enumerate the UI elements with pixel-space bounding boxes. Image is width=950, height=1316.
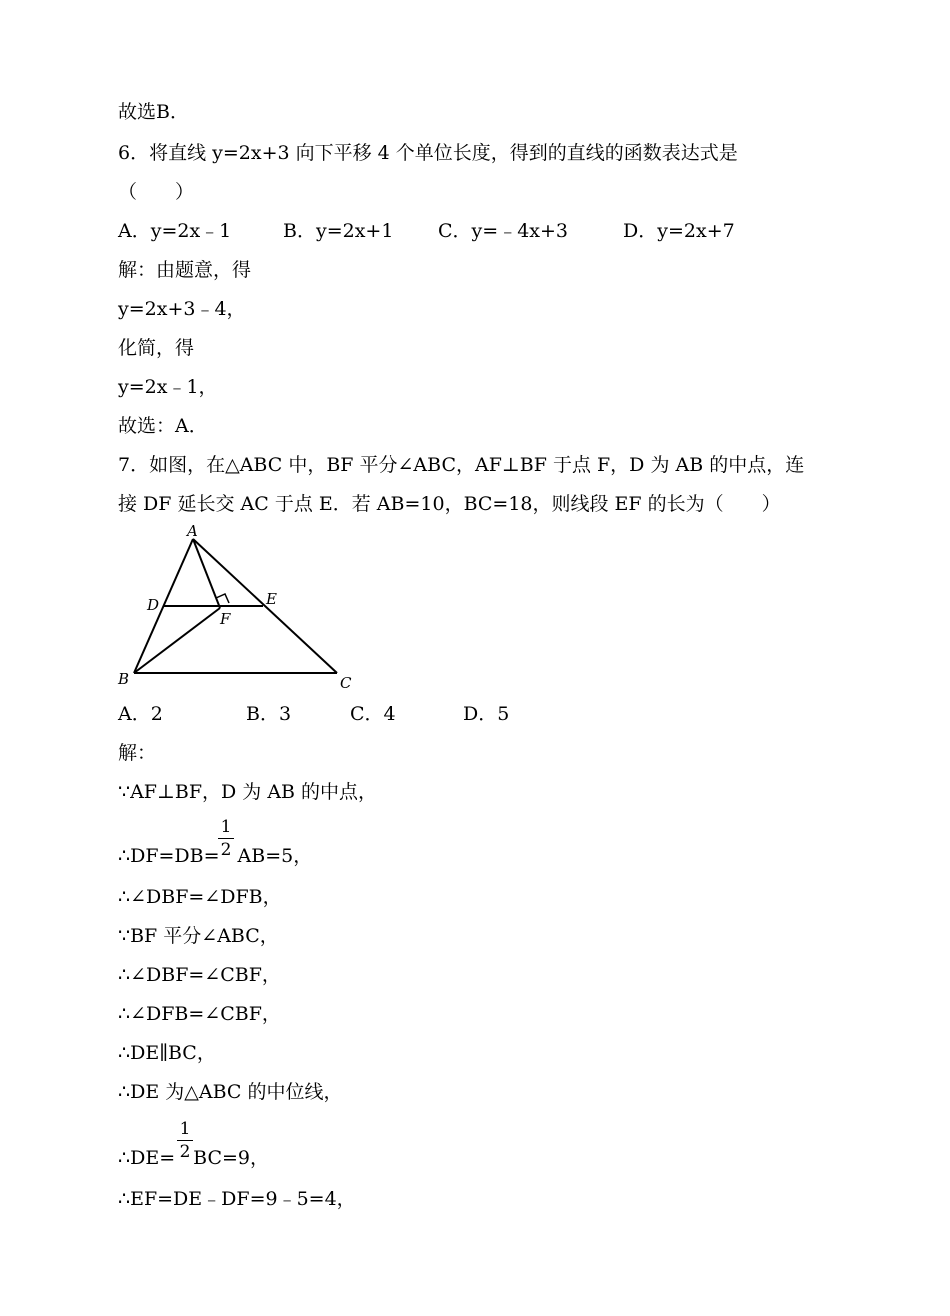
label-e: E (266, 590, 277, 608)
answer-q5: 故选B． (118, 101, 189, 123)
q7-option-d: D．5 (463, 703, 510, 725)
q6-solution-5: 故选：A． (118, 415, 208, 437)
q7-option-c: C．4 (350, 703, 396, 725)
q7-solution-9-post: BC=9， (193, 1147, 269, 1169)
q7-stem-line1: 7．如图，在△ABC 中，BF 平分∠ABC，AF⊥BF 于点 F，D 为 AB 的中点，连 (118, 454, 805, 476)
q7-stem-line2: 接 DF 延长交 AC 于点 E．若 AB=10，BC=18，则线段 EF 的长为（ ） (118, 493, 781, 515)
label-b: B (118, 670, 130, 688)
q6-solution-4: y=2x﹣1， (118, 376, 218, 398)
segment-bf (134, 608, 220, 673)
q7-solution-4: ∵BF 平分∠ABC， (118, 925, 279, 947)
q7-solution-5: ∴∠DBF=∠CBF， (118, 964, 281, 986)
q6-solution-2: y=2x+3﹣4， (118, 298, 246, 320)
label-c: C (340, 674, 352, 692)
q7-solution-10: ∴EF=DE﹣DF=9﹣5=4， (118, 1188, 356, 1210)
q7-solution-3: ∴∠DBF=∠DFB， (118, 886, 282, 908)
q6-stem-line1: 6．将直线 y=2x+3 向下平移 4 个单位长度，得到的直线的函数表达式是 (118, 142, 738, 164)
q7-solution-7: ∴DE∥BC， (118, 1042, 216, 1064)
label-d: D (147, 596, 160, 614)
q7-solution-2-post: AB=5， (237, 845, 313, 867)
q6-stem-line2: （ ） (118, 181, 195, 203)
fraction-2-numerator: 1 (179, 1119, 191, 1139)
fraction-1-numerator: 1 (220, 817, 232, 837)
triangle-figure (112, 522, 362, 692)
q7-option-b: B．3 (246, 703, 292, 725)
fraction-2-denominator: 2 (179, 1142, 191, 1162)
q7-solution-1: ∵AF⊥BF，D 为 AB 的中点， (118, 781, 378, 803)
fraction-1-bar (218, 838, 234, 839)
q7-solution-2-pre: ∴DF=DB= (118, 845, 220, 867)
q7-option-a: A．2 (118, 703, 163, 725)
q7-solution-9-pre: ∴DE= (118, 1147, 176, 1169)
q7-solution-2 (118, 844, 312, 868)
q7-solution-0: 解： (118, 742, 157, 764)
q6-option-a: A．y=2x﹣1 (118, 220, 232, 242)
q6-solution-3: 化简，得 (118, 337, 195, 359)
label-f: F (220, 610, 231, 628)
q6-option-d: D．y=2x+7 (623, 220, 735, 242)
q6-option-b: B．y=2x+1 (283, 220, 394, 242)
q7-solution-8: ∴DE 为△ABC 的中位线， (118, 1081, 343, 1103)
q7-solution-9 (118, 1146, 269, 1170)
fraction-1-denominator: 2 (220, 840, 232, 860)
fraction-2-bar (177, 1140, 193, 1141)
q6-option-c: C．y=﹣4x+3 (438, 220, 569, 242)
q6-solution-1: 解：由题意，得 (118, 259, 252, 281)
q7-solution-6: ∴∠DFB=∠CBF， (118, 1003, 281, 1025)
label-a: A (187, 522, 198, 540)
